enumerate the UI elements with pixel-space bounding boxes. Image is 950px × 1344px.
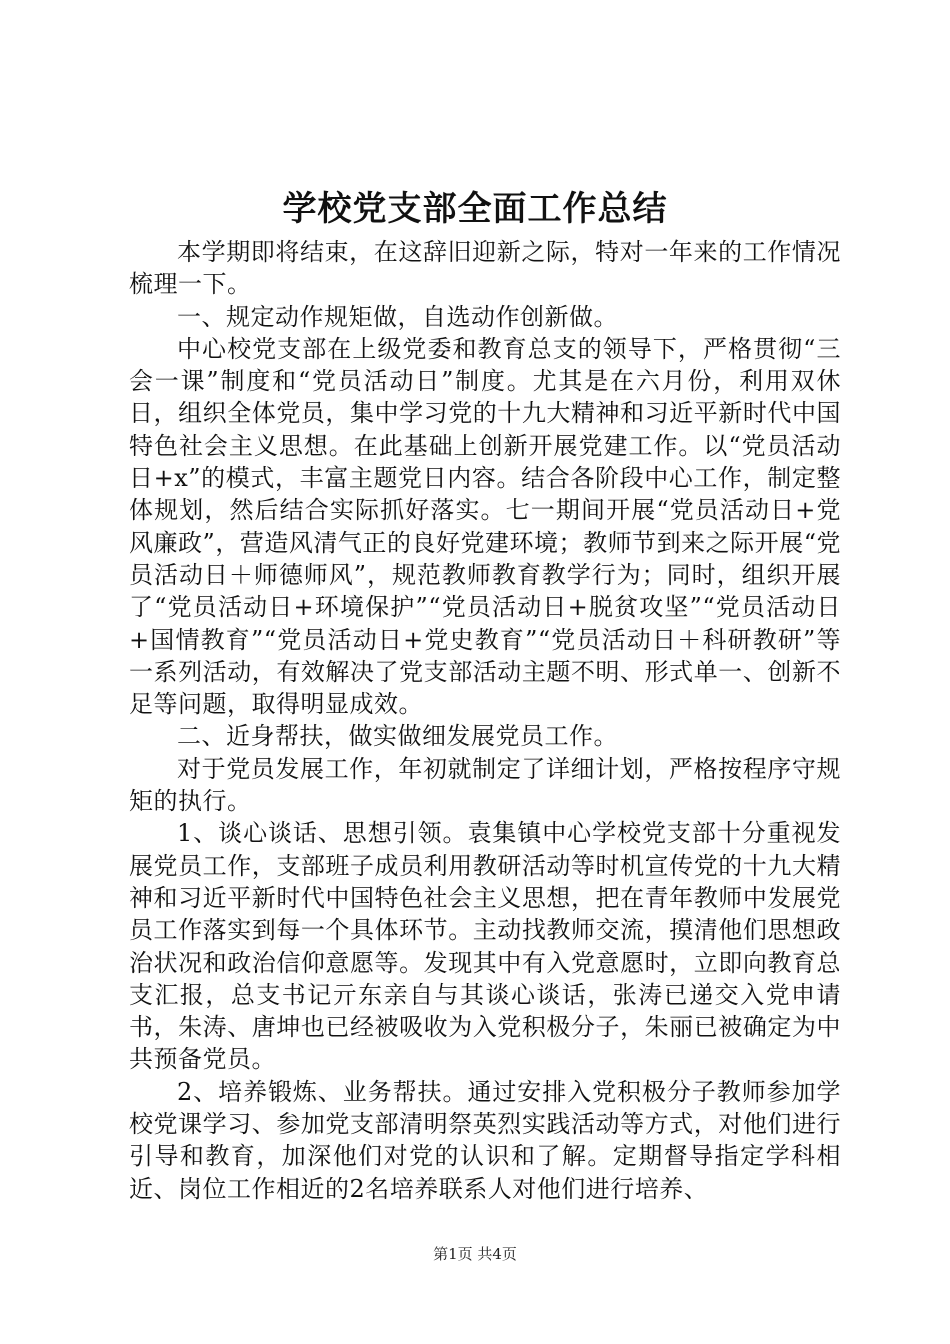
document-body — [129, 236, 841, 1205]
paragraph-item-1: 1、谈心谈话、思想引领。袁集镇中心学校党支部十分重视发展党员工作，支部班子成员利用教研活动等时机宣传党的十九大精神和习近平新时代中国特色社会主义思想，把在青年教师中发展党员工作落实到每一个具体环节。主动找教师交流，摸清他们思想政治状况和政治信仰意愿等。发现其中有入党意愿时，立即向教育总支汇报，总支书记亓东亲自与其谈心谈话，张涛已递交入党申请书，朱涛、唐坤也已经被吸收为入党积极分子，朱丽已被确定为中共预备党员。 — [129, 819, 841, 1074]
page-number-footer: 第1页 共4页 — [433, 1245, 517, 1263]
document-title: 学校党支部全面工作总结 — [282, 189, 668, 229]
paragraph-section-2: 对于党员发展工作，年初就制定了详细计划，严格按程序守规矩的执行。 — [129, 754, 841, 816]
section-heading-1: 一、规定动作规矩做，自选动作创新做。 — [177, 302, 618, 331]
paragraph-intro: 本学期即将结束，在这辞旧迎新之际，特对一年来的工作情况梳理一下。 — [129, 238, 841, 299]
section-heading-2: 二、近身帮扶，做实做细发展党员工作。 — [177, 722, 618, 751]
paragraph-item-2: 2、培养锻炼、业务帮扶。通过安排入党积极分子教师参加学校党课学习、参加党支部清明祭英烈实践活动等方式，对他们进行引导和教育，加深他们对党的认识和了解。定期督导指定学科相近、岗位工作相近的2名培养联系人对他们进行培养、 — [129, 1077, 841, 1203]
paragraph-section-1: 中心校党支部在上级党委和教育总支的领导下，严格贯彻“三会一课”制度和“党员活动日”制度。尤其是在六月份，利用双休日，组织全体党员，集中学习党的十九大精神和习近平新时代中国特色社会主义思想。在此基础上创新开展党建工作。以“党员活动日+x”的模式，丰富主题党日内容。结合各阶段中心工作，制定整体规划，然后结合实际抓好落实。七一期间开展“党员活动日+党风廉政”，营造风清气正的良好党建环境；教师节到来之际开展“党员活动日＋师德师风”，规范教师教育教学行为；同时，组织开展了“党员活动日+环境保护”“党员活动日+脱贫攻坚”“党员活动日+国情教育”“党员活动日+党史教育”“党员活动日＋科研教研”等一系列活动，有效解决了党支部活动主题不明、形式单一、创新不足等问题，取得明显成效。 — [129, 334, 841, 719]
